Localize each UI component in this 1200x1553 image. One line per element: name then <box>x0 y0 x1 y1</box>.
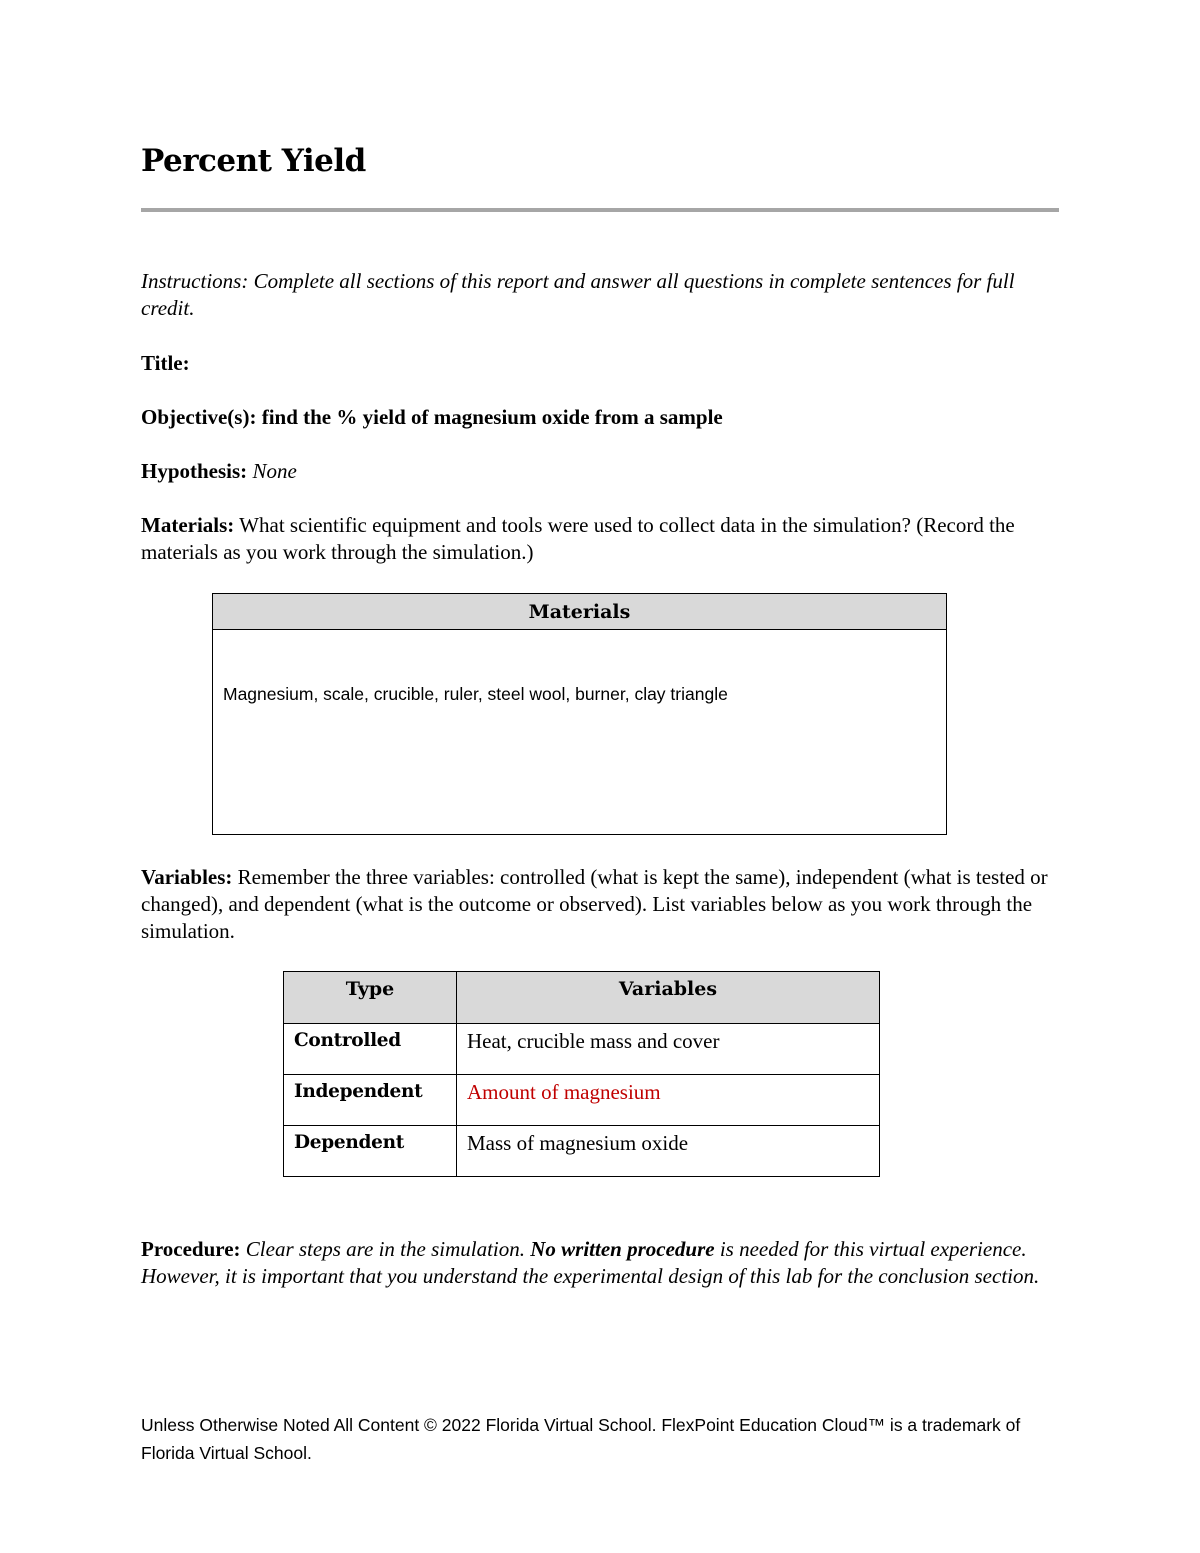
variables-table-header-row <box>284 972 880 1024</box>
copyright-footer: Unless Otherwise Noted All Content © 2022 Florida Virtual School. FlexPoint Education Cloud™ is a trademark of Florida Virtual School. <box>141 1415 1021 1463</box>
column-header-variables: Variables <box>457 972 880 1024</box>
objective-field <box>141 404 1059 431</box>
variables-label: Variables: <box>141 865 233 889</box>
variable-type-controlled: Controlled <box>284 1024 457 1075</box>
materials-label: Materials: <box>141 513 235 537</box>
variable-value-dependent: Mass of magnesium oxide <box>457 1126 880 1177</box>
hypothesis-text: None <box>252 459 297 483</box>
materials-table <box>212 593 947 835</box>
materials-table-cell <box>213 630 946 834</box>
procedure-text-2: is needed for this virtual experience. However, it is important that you understand the experimental design of this lab for the conclusion section. <box>141 1237 1040 1288</box>
report-title-label: Title: <box>141 351 190 375</box>
materials-table-header: Materials <box>213 594 946 630</box>
title-divider <box>141 208 1059 212</box>
variables-table <box>283 971 880 1177</box>
report-title-field <box>141 350 1059 377</box>
table-row <box>284 1024 880 1075</box>
procedure-text-1: Clear steps are in the simulation. <box>245 1237 525 1261</box>
variables-prompt: Remember the three variables: controlled (what is kept the same), independent (what is tested or changed), and dependent (what is the outcome or observed). List variables below as you work through the simulation. <box>141 865 1048 943</box>
procedure-field <box>141 1236 1059 1290</box>
column-header-type: Type <box>284 972 457 1024</box>
variable-type-dependent: Dependent <box>284 1126 457 1177</box>
variable-value-independent: Amount of magnesium <box>457 1075 880 1126</box>
hypothesis-label: Hypothesis: <box>141 459 248 483</box>
variables-field <box>141 864 1059 945</box>
variable-value-controlled: Heat, crucible mass and cover <box>457 1024 880 1075</box>
table-row <box>284 1075 880 1126</box>
materials-list: Magnesium, scale, crucible, ruler, steel wool, burner, clay triangle <box>223 684 728 704</box>
objective-label: Objective(s): <box>141 405 257 429</box>
hypothesis-field <box>141 458 1059 485</box>
objective-text: find the % yield of magnesium oxide from a sample <box>261 405 723 429</box>
variable-type-independent: Independent <box>284 1075 457 1126</box>
page-title: Percent Yield <box>141 143 366 179</box>
materials-field <box>141 512 1059 566</box>
procedure-label: Procedure: <box>141 1237 241 1261</box>
table-row <box>284 1126 880 1177</box>
instructions-text: Instructions: Complete all sections of this report and answer all questions in complete sentences for full credit. <box>141 269 1015 320</box>
procedure-emphasis: No written procedure <box>530 1237 715 1261</box>
materials-prompt: What scientific equipment and tools were used to collect data in the simulation? (Record the materials as you work through the simulation.) <box>141 513 1015 564</box>
